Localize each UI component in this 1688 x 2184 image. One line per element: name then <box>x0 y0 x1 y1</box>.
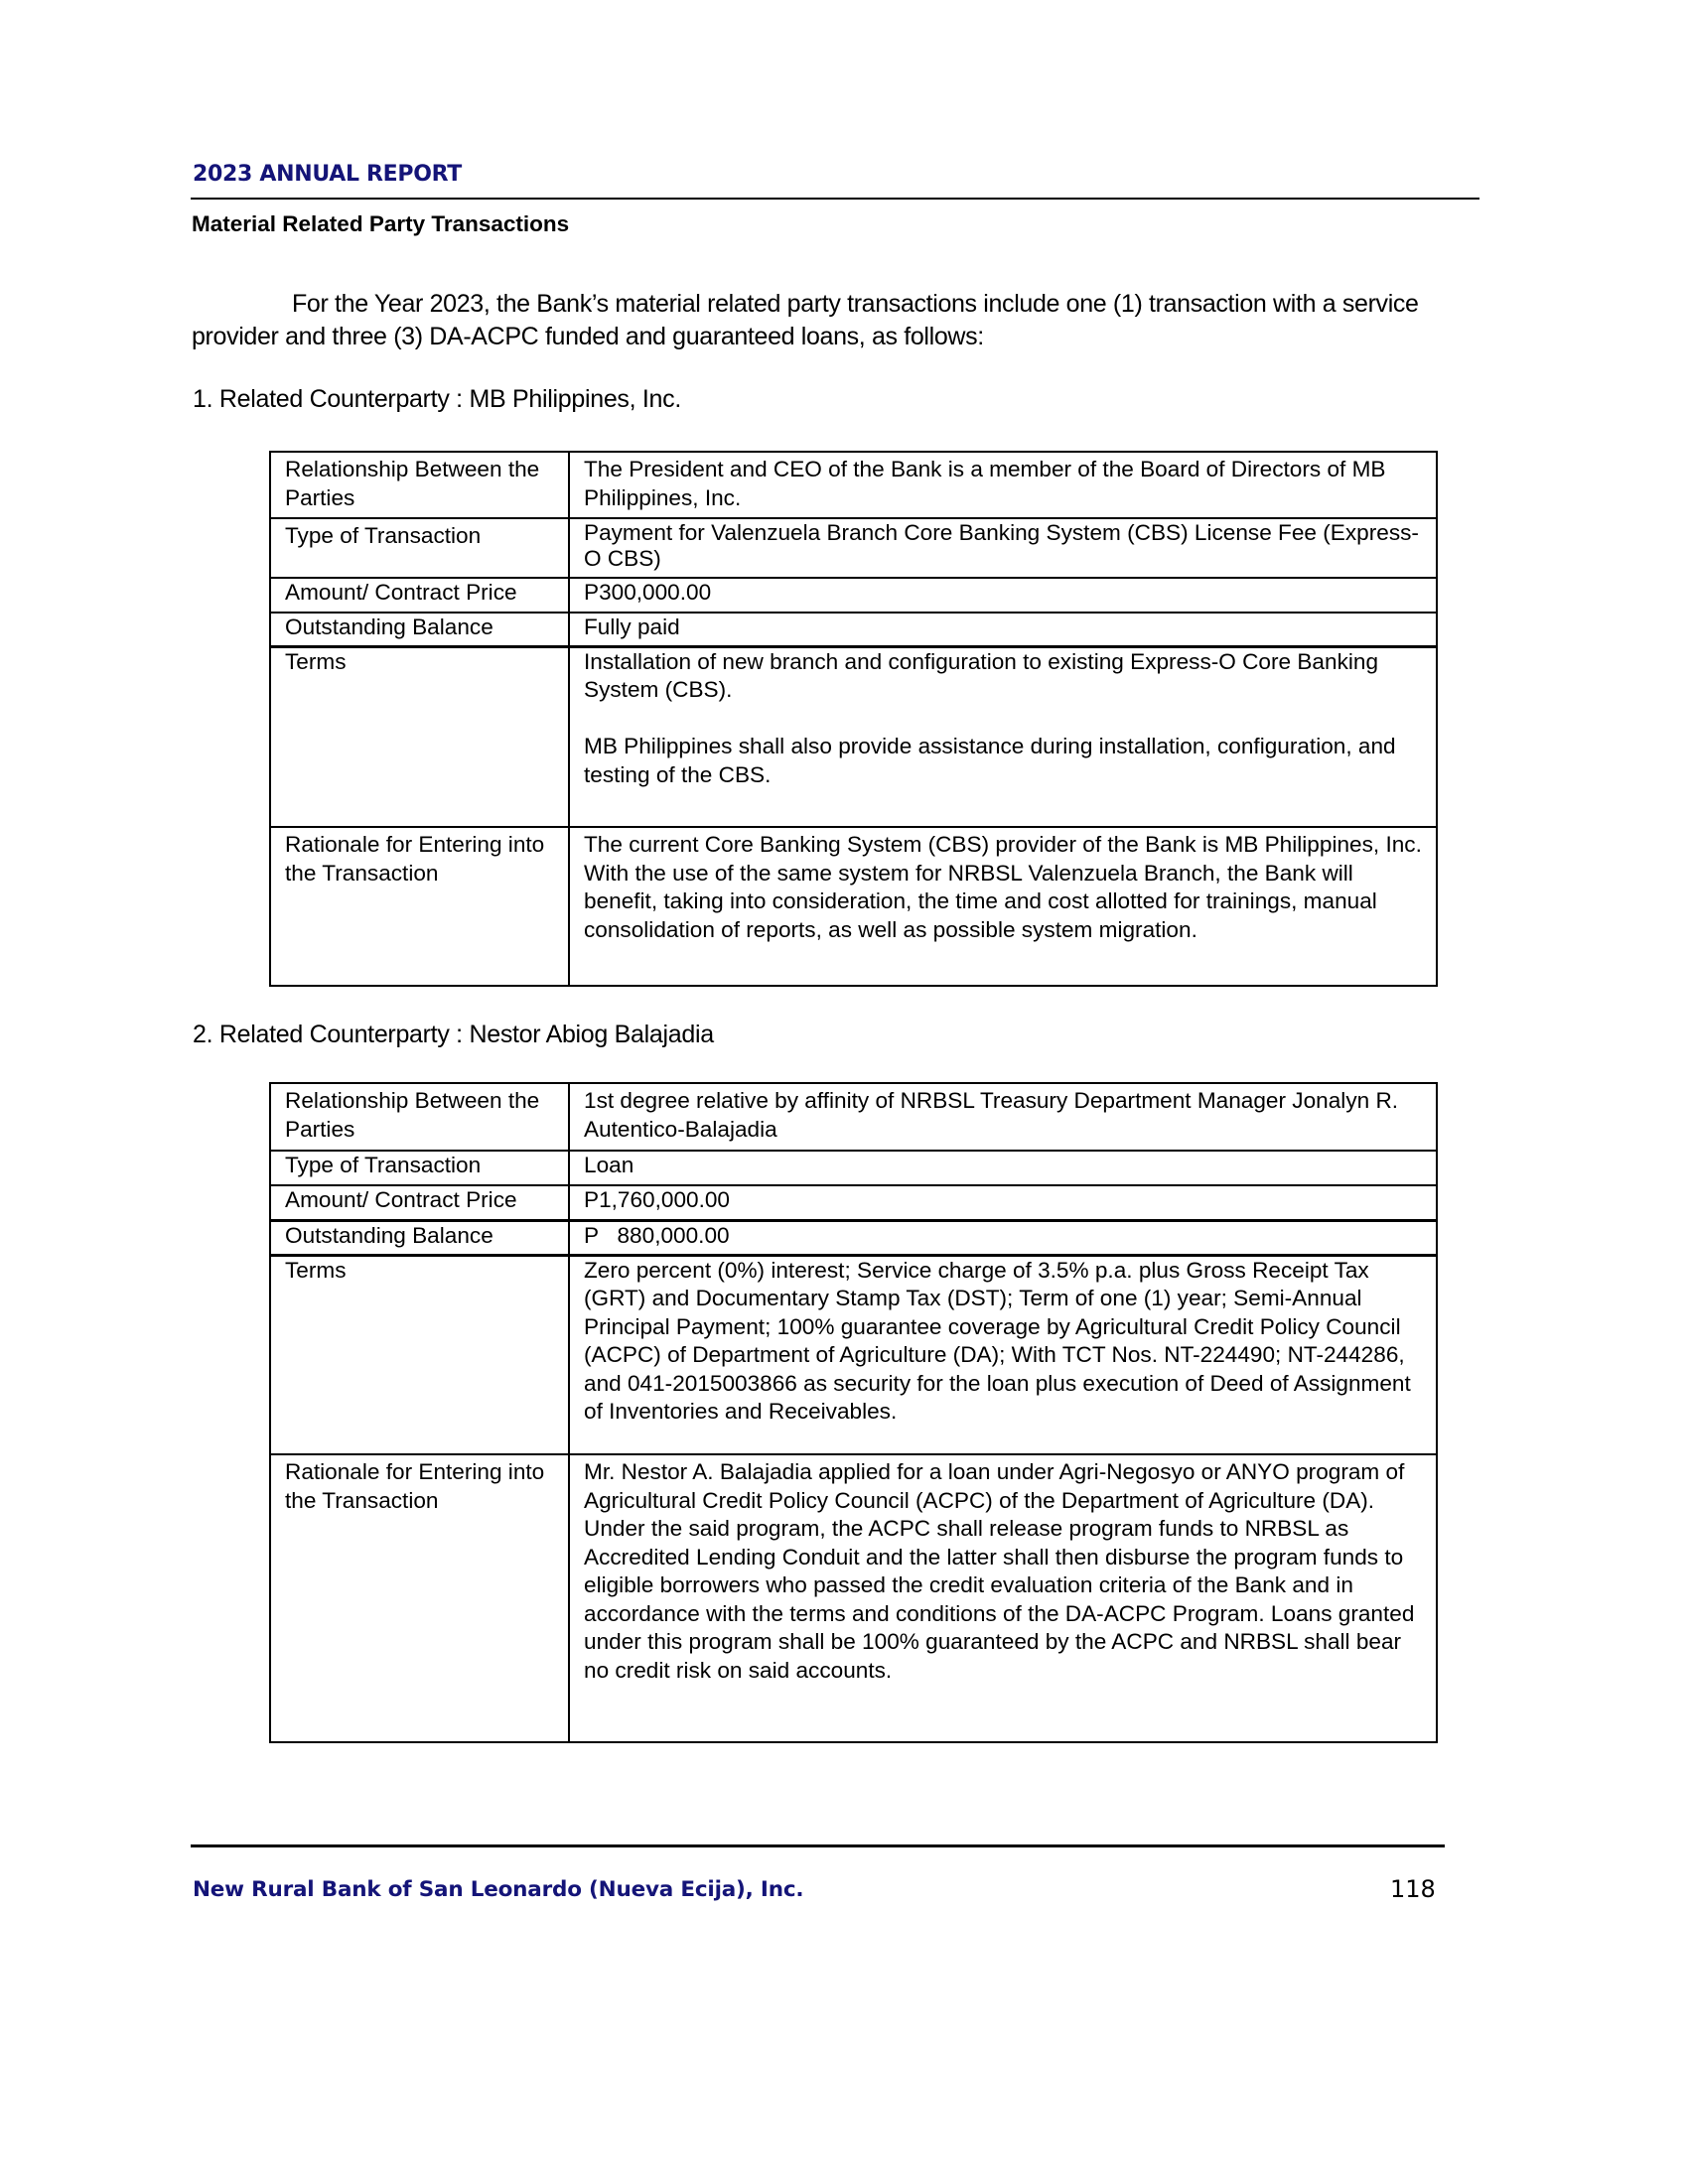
row-label: Relationship Between the Parties <box>270 1083 569 1151</box>
row-label: Rationale for Entering into the Transaction <box>270 1454 569 1742</box>
counterparty-heading-1: 1. Related Counterparty : MB Philippines, Inc. <box>193 385 682 413</box>
row-label: Relationship Between the Parties <box>270 452 569 518</box>
row-value: Zero percent (0%) interest; Service charge of 3.5% p.a. plus Gross Receipt Tax (GRT) and Documentary Stamp Tax (DST); Term of one (1) year; Semi-Annual Principal Payment; 100% guarantee coverage by Agricultural Credit Policy Council (ACPC) of Department of Agriculture (DA); With TCT Nos. NT-224490; NT-244286, and 041-2015003866 as security for the loan plus execution of Deed of Assignment of Inventories and Receivables. <box>569 1255 1437 1454</box>
row-value: P300,000.00 <box>569 578 1437 613</box>
header-divider <box>191 198 1479 200</box>
terms-paragraph: MB Philippines shall also provide assistance during installation, configuration, and testing of the CBS. <box>584 734 1396 787</box>
row-label: Type of Transaction <box>270 1151 569 1185</box>
counterparty-table-2 <box>269 1082 1438 1743</box>
table-row <box>270 1151 1437 1185</box>
row-value: P 880,000.00 <box>569 1220 1437 1255</box>
row-value <box>569 646 1437 827</box>
row-label: Outstanding Balance <box>270 613 569 646</box>
table-row <box>270 578 1437 613</box>
footer-divider <box>191 1844 1445 1847</box>
section-title: Material Related Party Transactions <box>192 211 570 236</box>
paragraph-gap <box>584 705 1426 734</box>
table-row <box>270 1185 1437 1220</box>
intro-paragraph <box>192 288 1482 353</box>
table-row <box>270 827 1437 986</box>
row-label: Terms <box>270 646 569 827</box>
row-value: Mr. Nestor A. Balajadia applied for a loan under Agri-Negosyo or ANYO program of Agricultural Credit Policy Council (ACPC) of the Department of Agriculture (DA). Under the said program, the ACPC shall release program funds to NRBSL as Accredited Lending Conduit and the latter shall then disburse the program funds to eligible borrowers who passed the credit evaluation criteria of the Bank and in accordance with the terms and conditions of the DA-ACPC Program. Loans granted under this program shall be 100% guaranteed by the ACPC and NRBSL shall bear no credit risk on said accounts. <box>569 1454 1437 1742</box>
row-label: Amount/ Contract Price <box>270 578 569 613</box>
table-row <box>270 1454 1437 1742</box>
counterparty-table-1 <box>269 451 1438 987</box>
row-label: Outstanding Balance <box>270 1220 569 1255</box>
row-value: Loan <box>569 1151 1437 1185</box>
table-row <box>270 518 1437 578</box>
table-row <box>270 1083 1437 1151</box>
table-row <box>270 1220 1437 1255</box>
row-label: Terms <box>270 1255 569 1454</box>
footer-bank-name: New Rural Bank of San Leonardo (Nueva Ecija), Inc. <box>193 1877 804 1902</box>
row-value: Payment for Valenzuela Branch Core Banking System (CBS) License Fee (Express-O CBS) <box>569 518 1437 578</box>
row-value: The current Core Banking System (CBS) provider of the Bank is MB Philippines, Inc. With the use of the same system for NRBSL Valenzuela Branch, the Bank will benefit, taking into consideration, the time and cost allotted for trainings, manual consolidation of reports, as well as possible system migration. <box>569 827 1437 986</box>
report-header-title: 2023 ANNUAL REPORT <box>193 162 462 187</box>
intro-text: For the Year 2023, the Bank’s material related party transactions include one (1) transaction with a service provider and three (3) DA-ACPC funded and guaranteed loans, as follows: <box>192 290 1419 350</box>
counterparty-heading-2: 2. Related Counterparty : Nestor Abiog Balajadia <box>193 1021 714 1048</box>
row-value: The President and CEO of the Bank is a member of the Board of Directors of MB Philippines, Inc. <box>569 452 1437 518</box>
row-value: Fully paid <box>569 613 1437 646</box>
terms-paragraph: Installation of new branch and configuration to existing Express-O Core Banking System (CBS). <box>584 648 1379 702</box>
row-label: Type of Transaction <box>270 518 569 578</box>
table-row <box>270 646 1437 827</box>
row-label: Amount/ Contract Price <box>270 1185 569 1220</box>
table-row <box>270 1255 1437 1454</box>
row-value: P1,760,000.00 <box>569 1185 1437 1220</box>
table-row <box>270 613 1437 646</box>
row-label: Rationale for Entering into the Transaction <box>270 827 569 986</box>
page-number: 118 <box>1390 1875 1436 1903</box>
table-row <box>270 452 1437 518</box>
row-value: 1st degree relative by affinity of NRBSL Treasury Department Manager Jonalyn R. Autentico-Balajadia <box>569 1083 1437 1151</box>
